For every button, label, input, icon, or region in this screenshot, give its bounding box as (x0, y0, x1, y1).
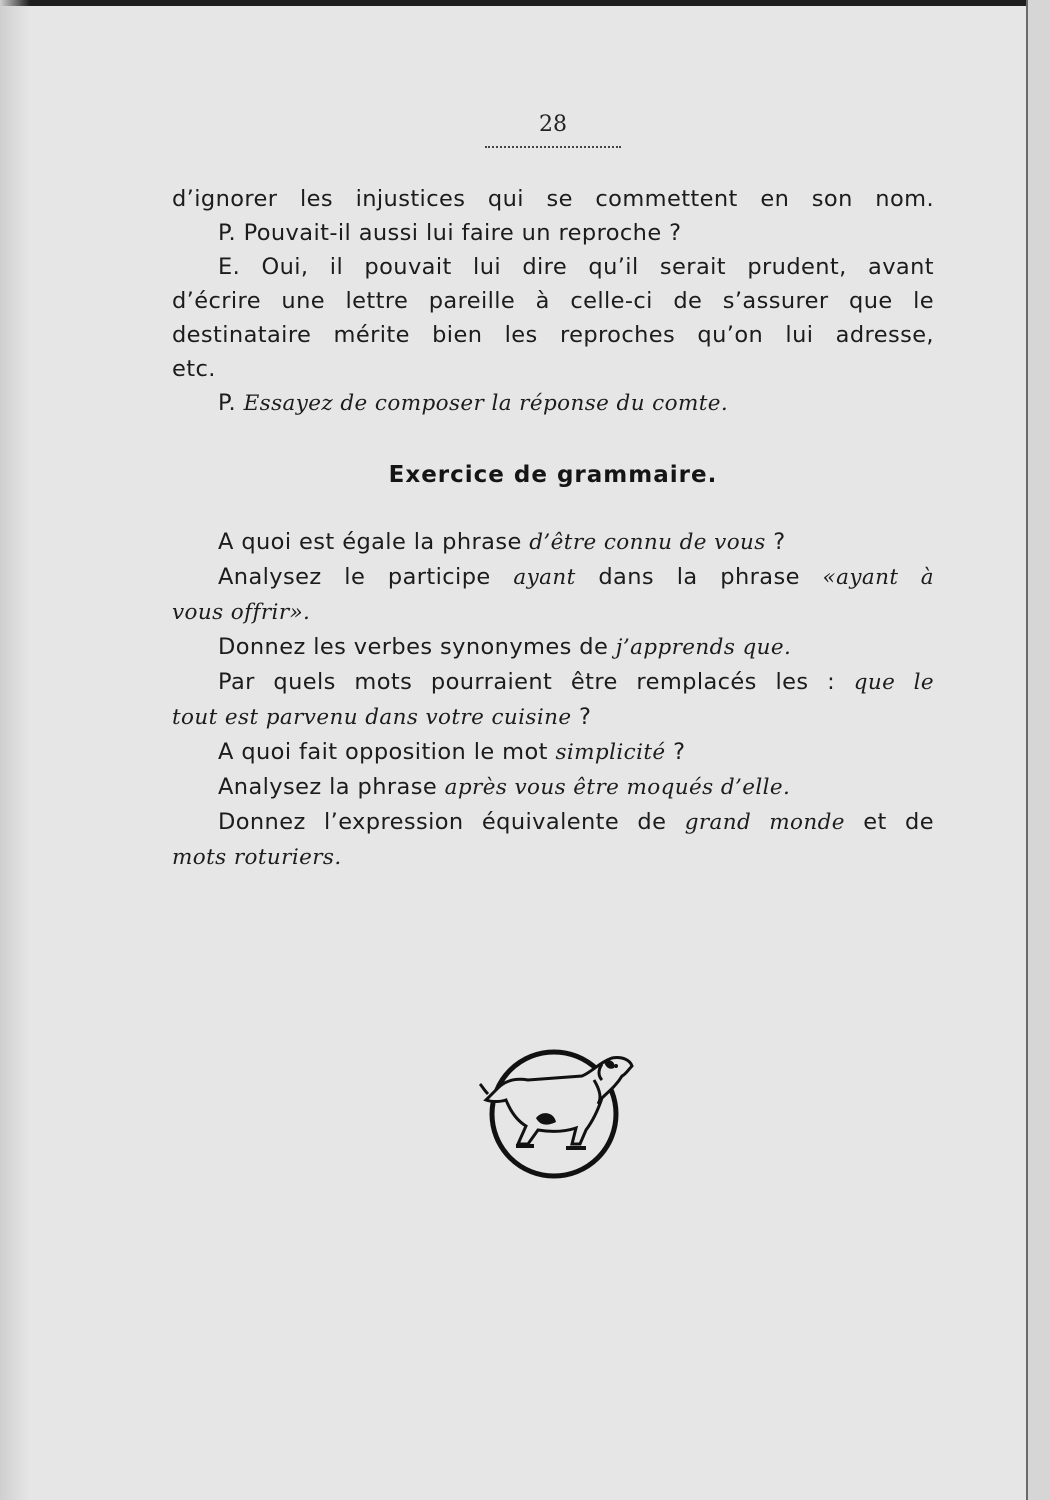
exercise-question: Donnez les verbes synonymes de j’apprends que. (218, 634, 792, 660)
exercise-question-cont: tout est parvenu dans votre cuisine ? (172, 704, 592, 730)
dialogue-block (172, 182, 934, 421)
exercise-question: Par quels mots pourraient être remplacés les : que le (218, 669, 934, 695)
question-line (172, 386, 934, 421)
italic-text: Essayez de composer la réponse du comte. (243, 391, 729, 416)
exercise-question: A quoi fait opposition le mot simplicité ? (218, 739, 686, 765)
next-page-edge (1026, 0, 1050, 1500)
exercise-question: A quoi est égale la phrase d’être connu de vous ? (218, 529, 786, 555)
page-gutter-shadow (0, 0, 30, 1500)
exercise-question: Donnez l’expression équivalente de grand monde et de (218, 809, 934, 835)
page-top-edge (0, 0, 1050, 6)
page-number-rule (485, 146, 621, 148)
exercise-question: Analysez la phrase après vous être moqués d’elle. (218, 774, 791, 800)
answer-line: etc. (172, 356, 216, 382)
exercise-block (172, 525, 934, 875)
dog-emblem-icon (476, 1040, 636, 1180)
page-number: 28 (539, 112, 567, 137)
dialogue-line: d’ignorer les injustices qui se commettent en son nom. (172, 186, 934, 212)
answer-line: d’écrire une lettre pareille à celle-ci de s’assurer que le (172, 288, 934, 314)
question-line: P. Pouvait-il aussi lui faire un reproche ? (218, 220, 682, 246)
answer-line: destinataire mérite bien les reproches qu’on lui adresse, (172, 322, 934, 348)
exercise-question: Analysez le participe ayant dans la phrase «ayant à (218, 564, 934, 590)
exercise-question-cont: mots roturiers. (172, 845, 342, 870)
speaker-label: P. (218, 390, 237, 416)
exercise-question-cont: vous offrir». (172, 600, 311, 625)
answer-line: E. Oui, il pouvait lui dire qu’il serait prudent, avant (218, 254, 934, 280)
section-heading: Exercice de grammaire. (388, 462, 718, 488)
